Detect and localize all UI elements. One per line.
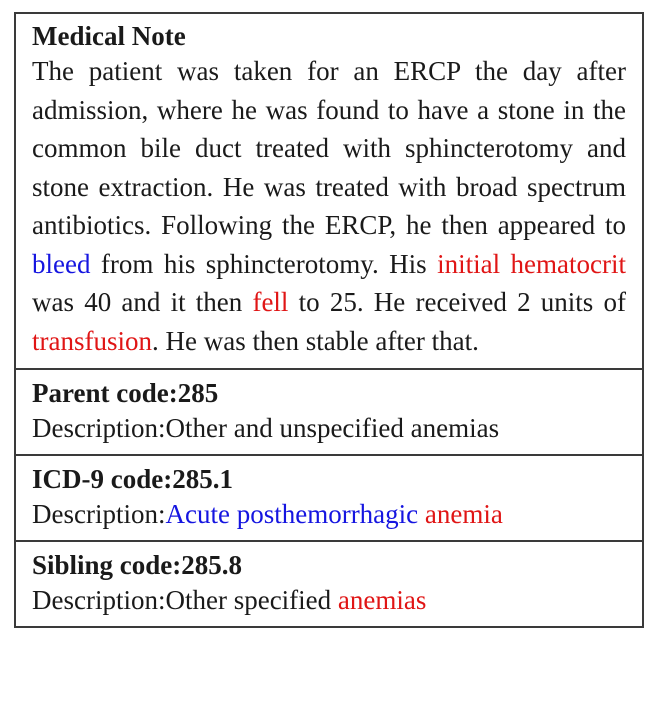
icd9-code-title: ICD-9 code:285.1: [32, 464, 233, 494]
description-highlight-red: anemias: [337, 585, 427, 615]
medical-note-body: [32, 52, 626, 360]
icd9-code-section: [16, 454, 642, 540]
description-label: Description:: [32, 585, 166, 615]
sibling-code-title: Sibling code:285.8: [32, 550, 243, 580]
note-highlight-bleed: bleed: [32, 248, 91, 279]
description-text: Other and unspecified anemias: [165, 413, 500, 443]
medical-note-table: [14, 12, 644, 628]
medical-note-section: [16, 14, 642, 368]
note-segment: to 25. He received 2 units of: [288, 287, 626, 317]
note-segment: . He was then stable after that.: [151, 325, 479, 356]
parent-code-section: [16, 368, 642, 454]
icd9-code-description: [32, 496, 626, 532]
description-text: Other specified: [165, 585, 338, 615]
note-highlight-fell: fell: [252, 287, 289, 317]
description-highlight-blue: Acute posthemorrhagic: [165, 499, 419, 529]
note-segment: The patient was taken for an ERCP the day after admission, where he was found to have a stone in the common bile duct treated with sphincterotomy and stone extraction. He was treated with broad spectrum antibiotics. Following the ERCP, he then appeared to: [32, 56, 626, 240]
medical-note-title: Medical Note: [32, 21, 186, 51]
sibling-code-description: [32, 582, 626, 618]
parent-code-title: Parent code:285: [32, 378, 219, 408]
description-highlight-red: anemia: [418, 499, 503, 529]
note-segment: was 40 and it then: [32, 287, 253, 317]
note-highlight-initial-hematocrit: initial hematocrit: [437, 248, 626, 279]
parent-code-description: [32, 410, 626, 446]
description-label: Description:: [32, 413, 166, 443]
description-label: Description:: [32, 499, 166, 529]
sibling-code-section: [16, 540, 642, 626]
note-segment: from his sphincterotomy. His: [90, 248, 438, 279]
note-highlight-transfusion: transfusion: [32, 325, 152, 356]
